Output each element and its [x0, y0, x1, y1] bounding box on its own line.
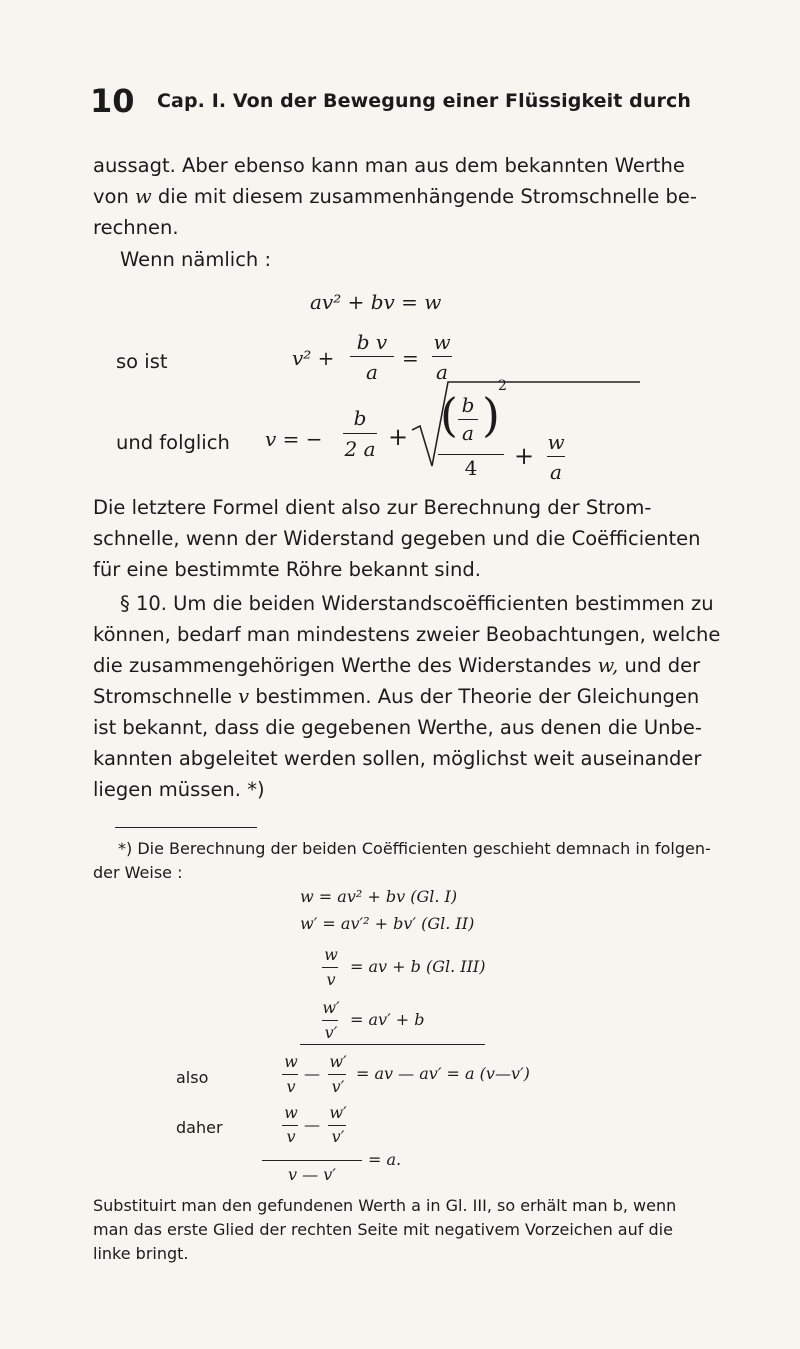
text-span: die zusammengehörigen Werthe des Widerstandes — [93, 654, 598, 677]
plus-sign: + — [388, 423, 409, 451]
fraction-numerator: b — [353, 406, 367, 430]
text-line: liegen müssen. *) — [93, 778, 265, 801]
daher-label: daher — [176, 1118, 223, 1137]
fraction-bar — [432, 356, 452, 357]
text-line — [93, 681, 699, 712]
text-span: von — [93, 185, 136, 208]
fraction-numerator: w — [284, 1052, 298, 1071]
footnote-equation-5-rhs: = av — av′ = a (v—v′) — [356, 1064, 530, 1083]
text-line: ist bekannt, dass die gegebenen Werthe, aus denen die Unbe- — [93, 716, 702, 739]
text-line: kannten abgeleitet werden sollen, möglichst weit auseinander — [93, 747, 702, 770]
footnote-equation-3-rhs: = av + b (Gl. III) — [350, 957, 486, 976]
fraction-denominator: 4 — [464, 456, 478, 480]
text-line: aussagt. Aber ebenso kann man aus dem bekannten Werthe — [93, 154, 685, 177]
fraction-denominator: a — [366, 360, 378, 384]
minus-sign: — — [304, 1064, 320, 1083]
page-number: 10 — [90, 82, 135, 120]
plus-sign: + — [514, 442, 535, 470]
text-line: Wenn nämlich : — [120, 248, 272, 271]
fraction-numerator: w′ — [329, 1103, 347, 1122]
fraction-bar — [438, 454, 504, 455]
footnote-line: Substituirt man den gefundenen Werth a in Gl. III, so erhält man b, wenn — [93, 1196, 677, 1215]
footnote-equation-1: w = av² + bv (Gl. I) — [300, 887, 458, 906]
footnote-equation-4-rhs: = av′ + b — [350, 1010, 425, 1029]
variable-w: w — [135, 185, 152, 208]
left-paren: ( — [440, 388, 458, 442]
text-line: Die letztere Formel dient also zur Berechnung der Strom- — [93, 496, 652, 519]
fraction-denominator: v — v′ — [288, 1165, 336, 1184]
fraction-numerator: w′ — [322, 998, 340, 1017]
equation-2-lhs: v² + — [292, 346, 335, 370]
fraction-bar — [350, 356, 394, 357]
fraction-bar — [322, 967, 338, 968]
fraction-numerator: w — [324, 945, 338, 964]
text-line — [93, 650, 700, 681]
sum-rule — [300, 1044, 485, 1045]
fraction-numerator: w — [433, 330, 451, 354]
footnote-line: man das erste Glied der rechten Seite mit negativem Vorzeichen auf die — [93, 1220, 673, 1239]
footnote-line: der Weise : — [93, 863, 183, 882]
equation-1: av² + bv = w — [310, 290, 442, 314]
footnote-line: *) Die Berechnung der beiden Coëfficienten geschieht demnach in folgen- — [118, 839, 711, 858]
fraction-denominator: a — [436, 360, 448, 384]
fraction-bar — [282, 1125, 298, 1126]
text-span: Stromschnelle — [93, 685, 239, 708]
fraction-numerator: w — [284, 1103, 298, 1122]
text-span: die mit diesem zusammenhängende Stromschnelle be- — [151, 185, 697, 208]
fraction-numerator: w′ — [329, 1052, 347, 1071]
minus-sign: — — [304, 1115, 320, 1134]
fraction-denominator: v — [326, 970, 336, 989]
footnote-equation-2: w′ = av′² + bv′ (Gl. II) — [300, 914, 475, 933]
inner-numerator: b — [461, 393, 475, 417]
equation-label: und folglich — [116, 431, 230, 454]
text-line: rechnen. — [93, 216, 179, 239]
fraction-denominator: v — [286, 1077, 296, 1096]
fraction-bar — [328, 1125, 346, 1126]
text-line: können, bedarf man mindestens zweier Beobachtungen, welche — [93, 623, 721, 646]
text-span: und der — [618, 654, 701, 677]
text-line: § 10. Um die beiden Widerstandscoëfficienten bestimmen zu — [120, 592, 714, 615]
footnote-separator — [115, 827, 257, 828]
fraction-bar — [328, 1074, 346, 1075]
equation-label: so ist — [116, 350, 168, 373]
fraction-bar — [343, 433, 377, 434]
fraction-bar — [322, 1020, 338, 1021]
fraction-numerator: b v — [356, 330, 388, 354]
equals-sign: = — [402, 346, 419, 370]
footnote-equation-6-rhs: = a. — [368, 1150, 402, 1169]
exponent: 2 — [498, 378, 507, 394]
inner-denominator: a — [462, 421, 474, 445]
fraction-numerator: w — [547, 430, 565, 454]
fraction-bar — [547, 456, 565, 457]
fraction-denominator: v′ — [324, 1023, 338, 1042]
variable-v: v — [238, 685, 250, 708]
text-line: für eine bestimmte Röhre bekannt sind. — [93, 558, 481, 581]
text-span: bestimmen. Aus der Theorie der Gleichungen — [249, 685, 700, 708]
fraction-denominator: v′ — [331, 1127, 345, 1146]
fraction-bar — [282, 1074, 298, 1075]
fraction-denominator: 2 a — [344, 437, 376, 461]
equation-3-lhs: v = − — [265, 427, 323, 451]
variable-w: w, — [597, 654, 619, 677]
fraction-denominator: v′ — [331, 1077, 345, 1096]
also-label: also — [176, 1068, 209, 1087]
text-line: schnelle, wenn der Widerstand gegeben und die Coëfficienten — [93, 527, 701, 550]
fraction-bar — [458, 419, 478, 420]
fraction-denominator: a — [550, 460, 562, 484]
footnote-line: linke bringt. — [93, 1244, 189, 1263]
running-title: Cap. I. Von der Bewegung einer Flüssigkeit durch — [157, 90, 691, 112]
fraction-denominator: v — [286, 1127, 296, 1146]
text-line — [93, 181, 697, 212]
right-paren: ) — [482, 388, 500, 442]
main-fraction-bar — [262, 1160, 362, 1161]
